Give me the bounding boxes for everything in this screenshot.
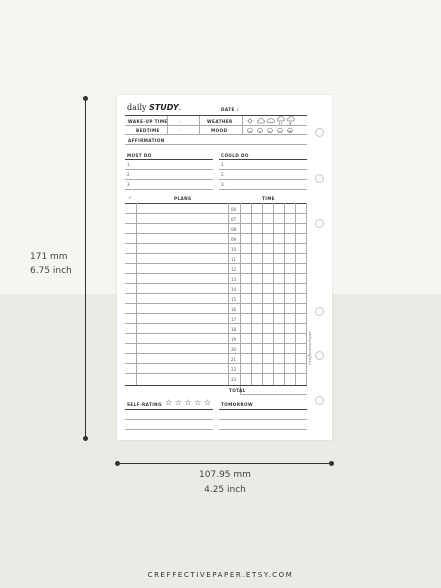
hour-label: 16 (231, 307, 237, 312)
could-do-item-2: 2. (221, 172, 225, 177)
time-label: TIME (262, 196, 276, 201)
page-title: daily STUDY. (127, 103, 182, 112)
hour-label: 13 (231, 277, 237, 282)
mood-label: MOOD (211, 128, 228, 133)
self-rating-label: SELF-RATING (127, 402, 162, 407)
hour-label: 06 (231, 207, 237, 212)
binder-hole (315, 174, 324, 183)
check-mark-icon: ✓ (128, 195, 133, 201)
hour-label: 22 (231, 367, 237, 372)
sun-icon (247, 118, 254, 125)
bedtime-label: BEDTIME (136, 128, 160, 133)
wakeup-value: : (180, 119, 182, 124)
bedtime-value: : (180, 128, 182, 133)
width-dimension-line (117, 463, 332, 464)
rain-icon (277, 116, 284, 124)
hour-label: 21 (231, 357, 237, 362)
plans-label: PLANS (174, 196, 192, 201)
width-inch-label: 4.25 inch (204, 485, 246, 495)
cloud-icon (267, 118, 275, 122)
happy-face-icon (248, 128, 253, 133)
total-label: TOTAL (229, 388, 246, 393)
partly-cloudy-icon (257, 118, 264, 123)
brand-watermark: CreffectivePaper (307, 330, 312, 365)
wink-face-icon (278, 128, 283, 133)
hour-label: 15 (231, 297, 237, 302)
hour-label: 08 (231, 227, 237, 232)
must-do-item-3: 3. (127, 182, 131, 187)
hour-label: 07 (231, 217, 237, 222)
binder-hole (315, 396, 324, 405)
sad-face-icon (268, 128, 273, 133)
affirmation-label: AFFIRMATION (128, 138, 165, 143)
hour-label: 12 (231, 267, 237, 272)
wakeup-label: WAKE-UP TIME (128, 119, 168, 124)
could-do-item-1: 1. (221, 162, 225, 167)
width-mm-label: 107.95 mm (199, 470, 251, 480)
hour-label: 09 (231, 237, 237, 242)
weather-mood-icons (245, 116, 305, 136)
binder-hole (315, 128, 324, 137)
must-do-label: MUST DO (127, 153, 152, 158)
could-do-item-3: 3. (221, 182, 225, 187)
hour-label: 14 (231, 287, 237, 292)
height-inch-label: 6.75 inch (30, 266, 72, 276)
planner-page (117, 95, 332, 440)
storm-icon (287, 116, 294, 125)
height-mm-label: 171 mm (30, 252, 68, 262)
star-rating-icons[interactable]: ☆ ☆ ☆ ☆ ☆ (165, 398, 212, 407)
hour-label: 18 (231, 327, 237, 332)
hour-label: 11 (231, 257, 237, 262)
must-do-item-1: 1. (127, 162, 131, 167)
hour-label: 19 (231, 337, 237, 342)
weather-label: WEATHER (207, 119, 233, 124)
could-do-label: COULD DO (221, 153, 249, 158)
binder-hole (315, 351, 324, 360)
grin-face-icon (288, 128, 293, 133)
shop-url-footer: CREFFECTIVEPAPER.ETSY.COM (147, 571, 294, 579)
date-label: DATE : (221, 107, 239, 112)
neutral-face-icon (258, 128, 263, 133)
hour-label: 23 (231, 377, 237, 382)
must-do-item-2: 2. (127, 172, 131, 177)
hour-label: 10 (231, 247, 237, 252)
height-dimension-line (85, 98, 86, 439)
hour-label: 20 (231, 347, 237, 352)
binder-hole (315, 307, 324, 316)
hour-label: 17 (231, 317, 237, 322)
tomorrow-label: TOMORROW (221, 402, 253, 407)
binder-hole (315, 219, 324, 228)
